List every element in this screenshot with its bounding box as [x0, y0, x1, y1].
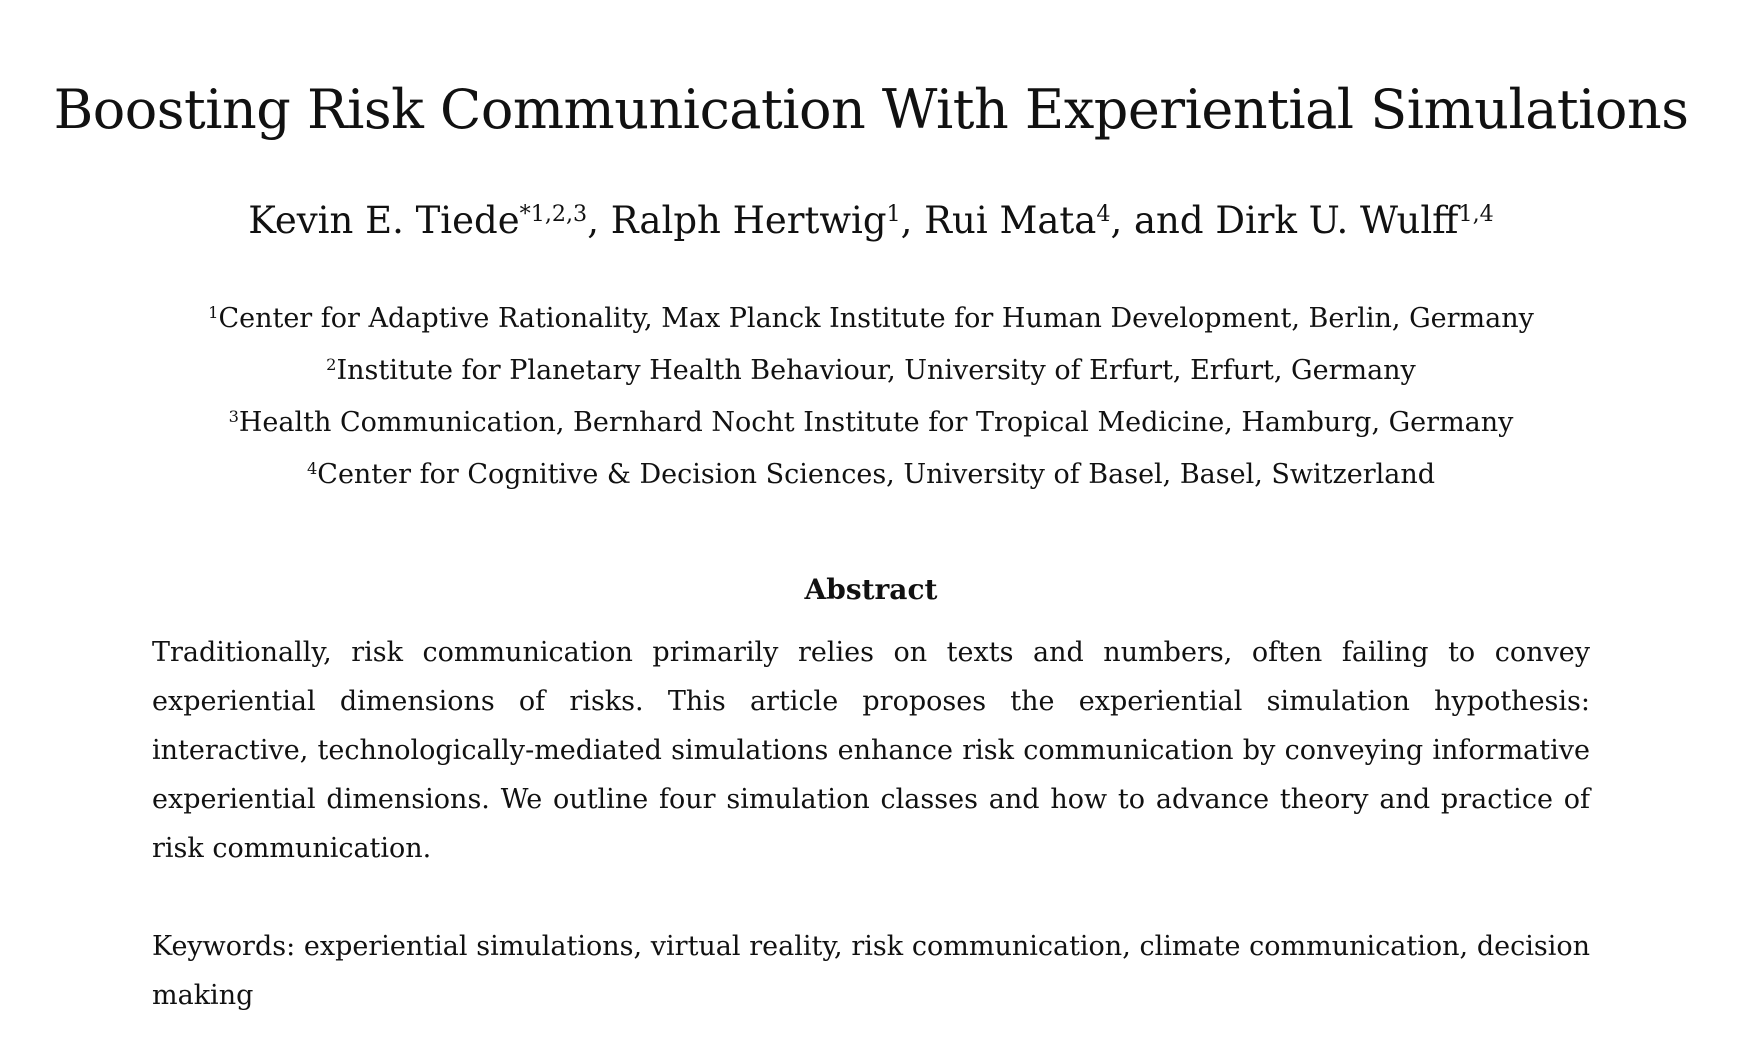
author-name: Kevin E. Tiede [248, 199, 520, 242]
affiliation [0, 450, 1742, 502]
abstract-text: Traditionally, risk communication primarily relies on texts and numbers, often failing to convey experiential dimensions of risks. This article proposes the experiential simulation hypothesis: interactive, technologically-mediated simulations enhance risk communication by conveying informative experiential dimensions. We outline four simulation classes and how to advance theory and practice of risk communication. [152, 637, 1590, 864]
affiliation-mark: 4 [306, 459, 318, 479]
affiliation-mark: 3 [228, 407, 239, 427]
affiliation [0, 398, 1742, 450]
keywords-text: Keywords: experiential simulations, virtual reality, risk communication, climate communication, decision making [152, 931, 1590, 1011]
author-separator: , [587, 199, 611, 242]
affiliation-text: Center for Cognitive & Decision Sciences, University of Basel, Basel, Switzerland [317, 459, 1436, 490]
affiliation [0, 294, 1742, 346]
author-list [0, 198, 1742, 249]
paper-title: Boosting Risk Communication With Experiential Simulations [53, 78, 1689, 141]
author-affiliation-marks: 1,4 [1458, 200, 1494, 227]
affiliation-text: Institute for Planetary Health Behaviour, University of Erfurt, Erfurt, Germany [336, 355, 1416, 386]
author-name: Rui Mata [924, 199, 1097, 242]
affiliation [0, 346, 1742, 398]
affiliation-mark: 2 [326, 355, 337, 375]
author-separator: , and [1110, 199, 1216, 242]
affiliation-text: Health Communication, Bernhard Nocht Institute for Tropical Medicine, Hamburg, Germany [238, 407, 1514, 438]
affiliation-text: Center for Adaptive Rationality, Max Planck Institute for Human Development, Berlin, Germany [218, 303, 1534, 334]
author-affiliation-marks: 4 [1096, 200, 1111, 227]
author-affiliation-marks: 1 [886, 200, 901, 227]
author-name: Dirk U. Wulff [1215, 199, 1459, 242]
affiliation-mark: 1 [208, 303, 219, 323]
author-affiliation-marks: *1,2,3 [519, 200, 588, 227]
author-separator: , [900, 199, 925, 242]
author-name: Ralph Hertwig [610, 199, 887, 242]
affiliation-list [0, 294, 1742, 502]
abstract-heading: Abstract [804, 573, 938, 606]
